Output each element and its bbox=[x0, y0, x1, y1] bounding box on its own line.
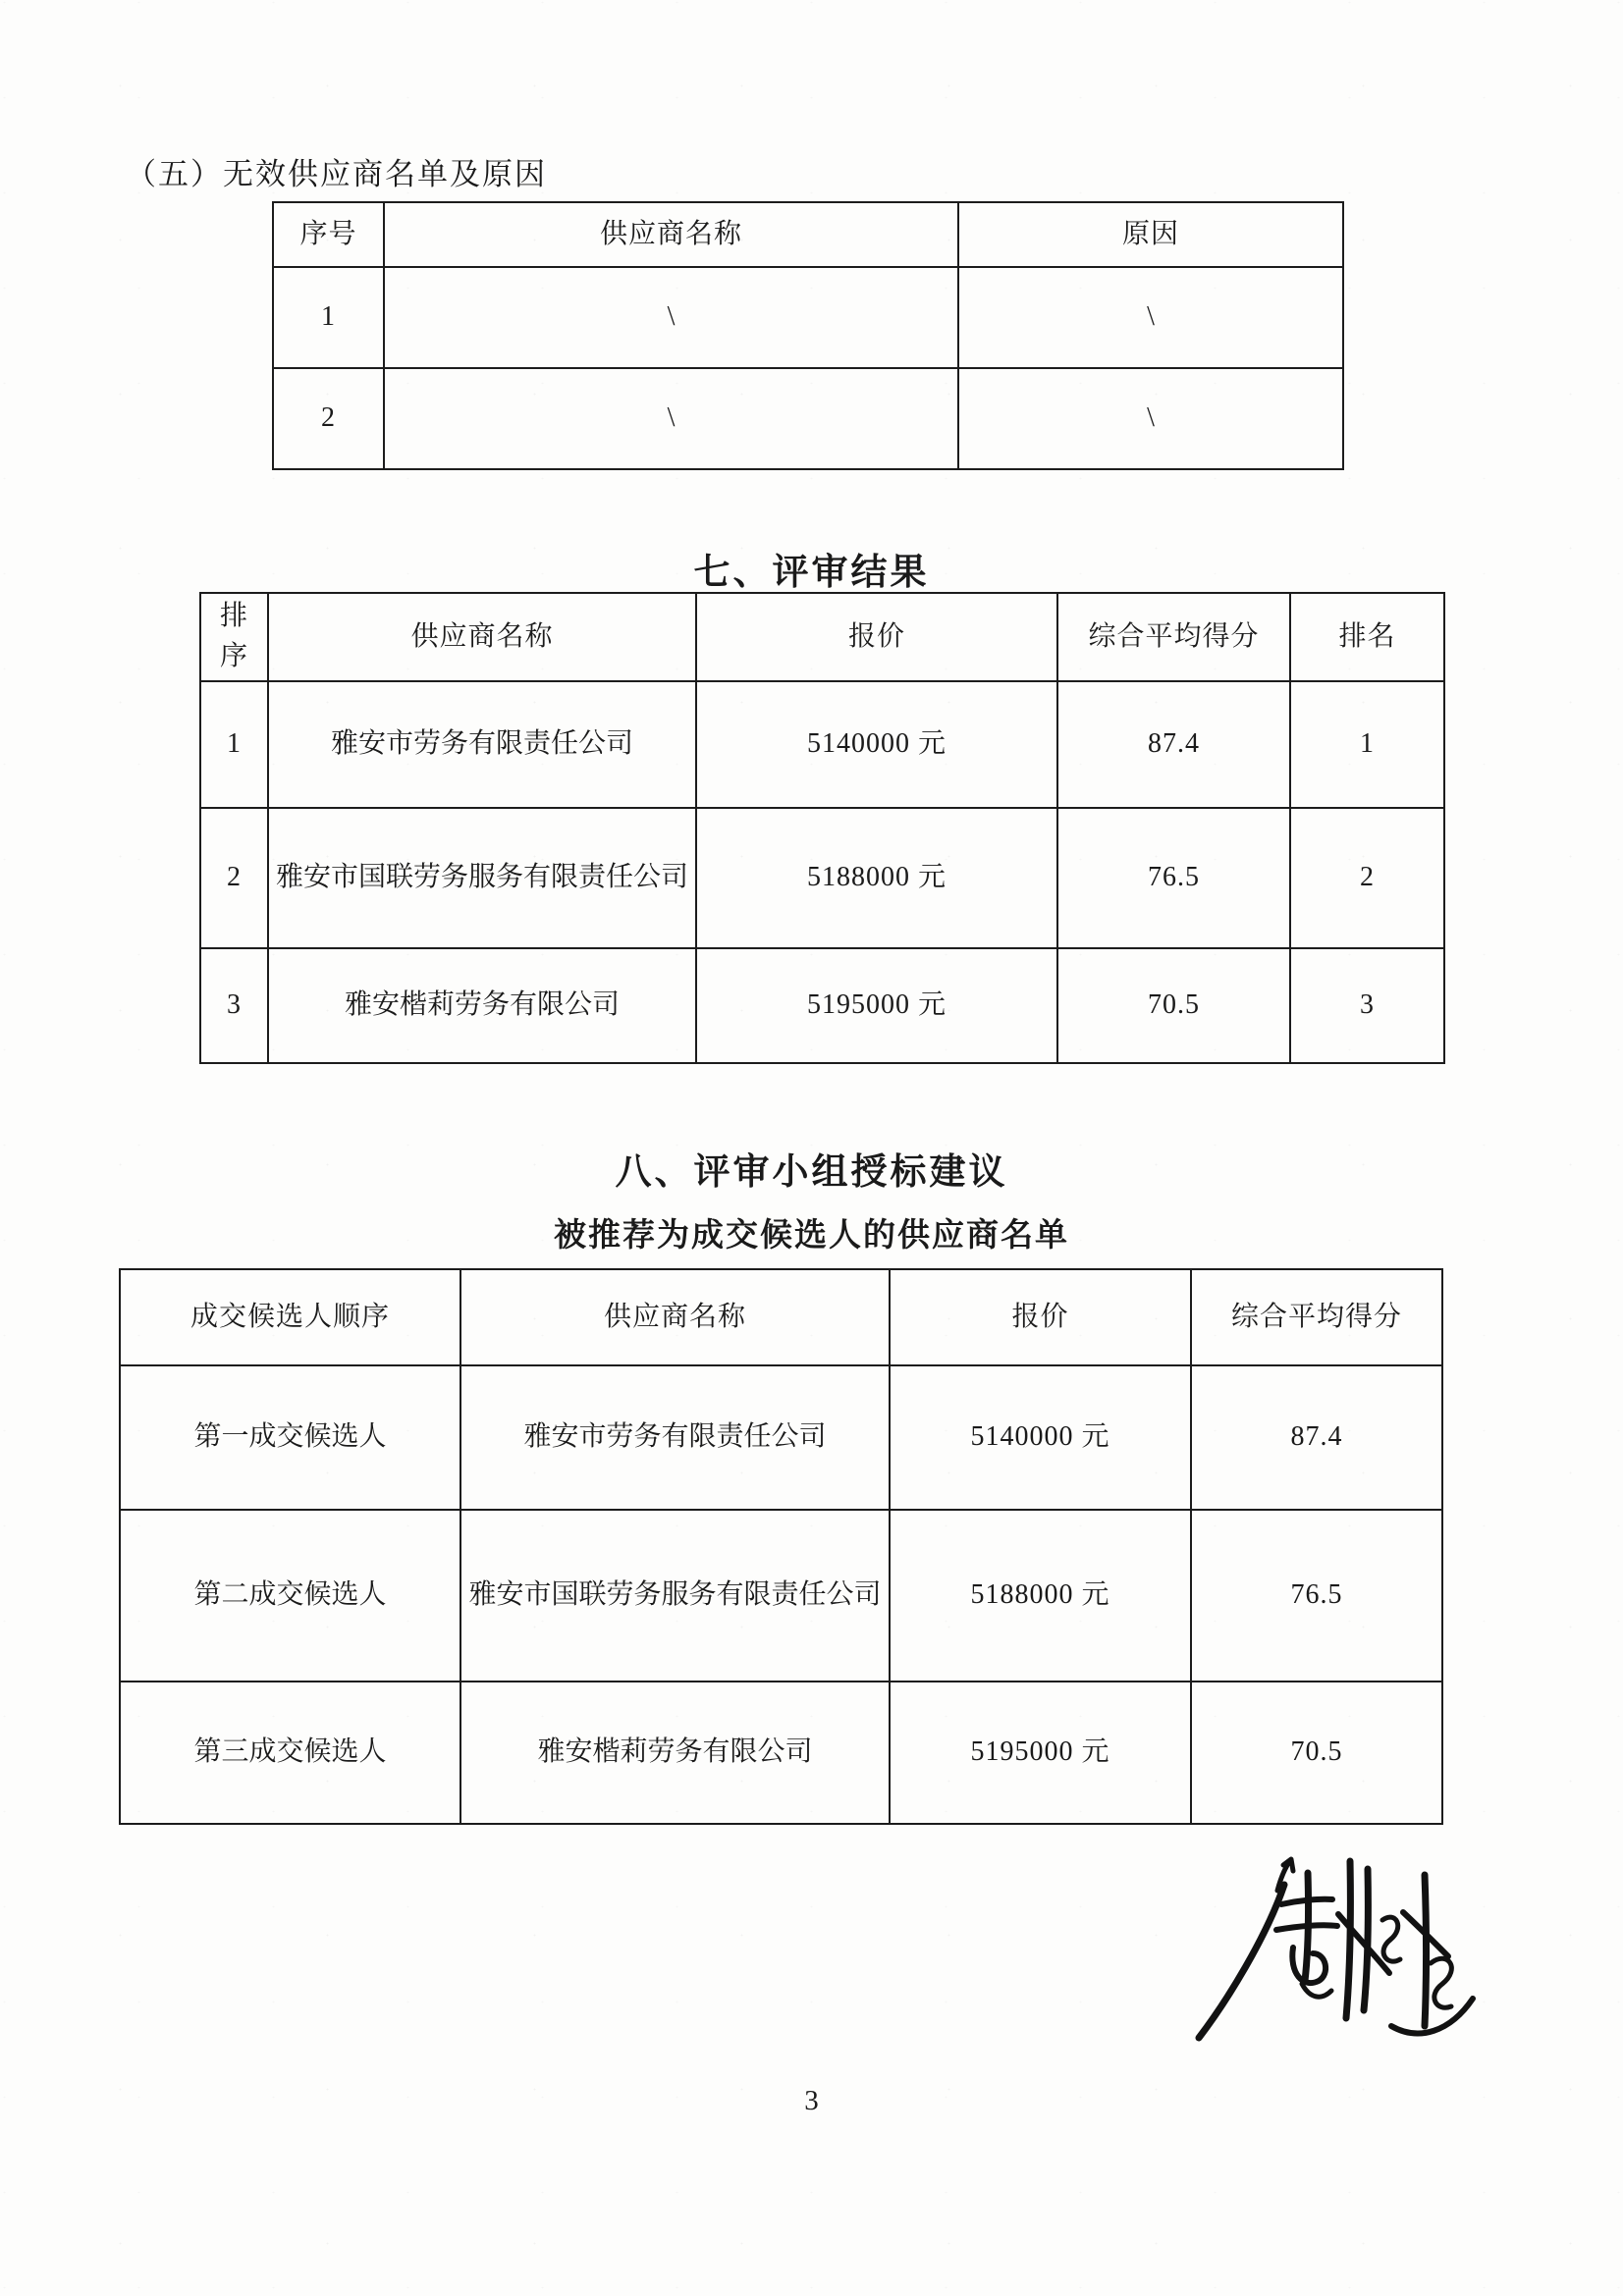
rank-cell: 1 bbox=[1290, 681, 1444, 808]
column-header: 报价 bbox=[890, 1269, 1191, 1365]
table-header-row bbox=[200, 593, 1444, 681]
bid-price-cell: 5195000 元 bbox=[696, 948, 1057, 1063]
column-header: 供应商名称 bbox=[268, 593, 696, 681]
column-header: 排名 bbox=[1290, 593, 1444, 681]
supplier-name-cell: 雅安市国联劳务服务有限责任公司 bbox=[460, 1510, 890, 1682]
rank-order-cell: 3 bbox=[200, 948, 268, 1063]
column-header: 成交候选人顺序 bbox=[120, 1269, 460, 1365]
handwritten-signature bbox=[1183, 1843, 1478, 2052]
column-header: 综合平均得分 bbox=[1191, 1269, 1442, 1365]
candidate-order-cell: 第一成交候选人 bbox=[120, 1365, 460, 1510]
rank-order-cell: 1 bbox=[200, 681, 268, 808]
table-row bbox=[120, 1510, 1442, 1682]
rank-order-cell: 2 bbox=[200, 808, 268, 948]
supplier-name-cell: 雅安楷莉劳务有限公司 bbox=[460, 1682, 890, 1824]
section7-title: 七、评审结果 bbox=[693, 553, 930, 593]
supplier-name-cell: 雅安市劳务有限责任公司 bbox=[460, 1365, 890, 1510]
section8-subtitle: 被推荐为成交候选人的供应商名单 bbox=[554, 1218, 1069, 1254]
section8-title: 八、评审小组授标建议 bbox=[615, 1152, 1008, 1193]
award-candidates-table bbox=[119, 1268, 1443, 1825]
average-score-cell: 76.5 bbox=[1191, 1510, 1442, 1682]
section5-heading: （五）无效供应商名单及原因 bbox=[126, 157, 547, 191]
table-row bbox=[200, 808, 1444, 948]
bid-price-cell: 5140000 元 bbox=[890, 1365, 1191, 1510]
column-header: 原因 bbox=[958, 202, 1343, 267]
rank-cell: 2 bbox=[1290, 808, 1444, 948]
table-row bbox=[120, 1365, 1442, 1510]
supplier-name-cell: \ bbox=[384, 368, 958, 469]
table-row bbox=[273, 368, 1343, 469]
reason-cell: \ bbox=[958, 267, 1343, 368]
supplier-name-cell: 雅安楷莉劳务有限公司 bbox=[268, 948, 696, 1063]
column-header: 综合平均得分 bbox=[1057, 593, 1290, 681]
candidate-order-cell: 第二成交候选人 bbox=[120, 1510, 460, 1682]
bid-price-cell: 5188000 元 bbox=[890, 1510, 1191, 1682]
table-header-row bbox=[120, 1269, 1442, 1365]
bid-price-cell: 5188000 元 bbox=[696, 808, 1057, 948]
column-header: 供应商名称 bbox=[460, 1269, 890, 1365]
bid-price-cell: 5140000 元 bbox=[696, 681, 1057, 808]
table-row bbox=[120, 1682, 1442, 1824]
bid-price-cell: 5195000 元 bbox=[890, 1682, 1191, 1824]
row-index-cell: 2 bbox=[273, 368, 384, 469]
average-score-cell: 87.4 bbox=[1191, 1365, 1442, 1510]
supplier-name-cell: \ bbox=[384, 267, 958, 368]
average-score-cell: 76.5 bbox=[1057, 808, 1290, 948]
candidate-order-cell: 第三成交候选人 bbox=[120, 1682, 460, 1824]
column-header: 排序 bbox=[200, 593, 268, 681]
rank-cell: 3 bbox=[1290, 948, 1444, 1063]
table-row bbox=[200, 948, 1444, 1063]
supplier-name-cell: 雅安市劳务有限责任公司 bbox=[268, 681, 696, 808]
table-row bbox=[273, 267, 1343, 368]
table-row bbox=[200, 681, 1444, 808]
page-number: 3 bbox=[804, 2085, 819, 2116]
column-header: 报价 bbox=[696, 593, 1057, 681]
average-score-cell: 70.5 bbox=[1191, 1682, 1442, 1824]
column-header: 供应商名称 bbox=[384, 202, 958, 267]
invalid-suppliers-table bbox=[272, 201, 1344, 470]
column-header: 序号 bbox=[273, 202, 384, 267]
row-index-cell: 1 bbox=[273, 267, 384, 368]
supplier-name-cell: 雅安市国联劳务服务有限责任公司 bbox=[268, 808, 696, 948]
table-header-row bbox=[273, 202, 1343, 267]
evaluation-results-table bbox=[199, 592, 1445, 1064]
average-score-cell: 87.4 bbox=[1057, 681, 1290, 808]
average-score-cell: 70.5 bbox=[1057, 948, 1290, 1063]
reason-cell: \ bbox=[958, 368, 1343, 469]
